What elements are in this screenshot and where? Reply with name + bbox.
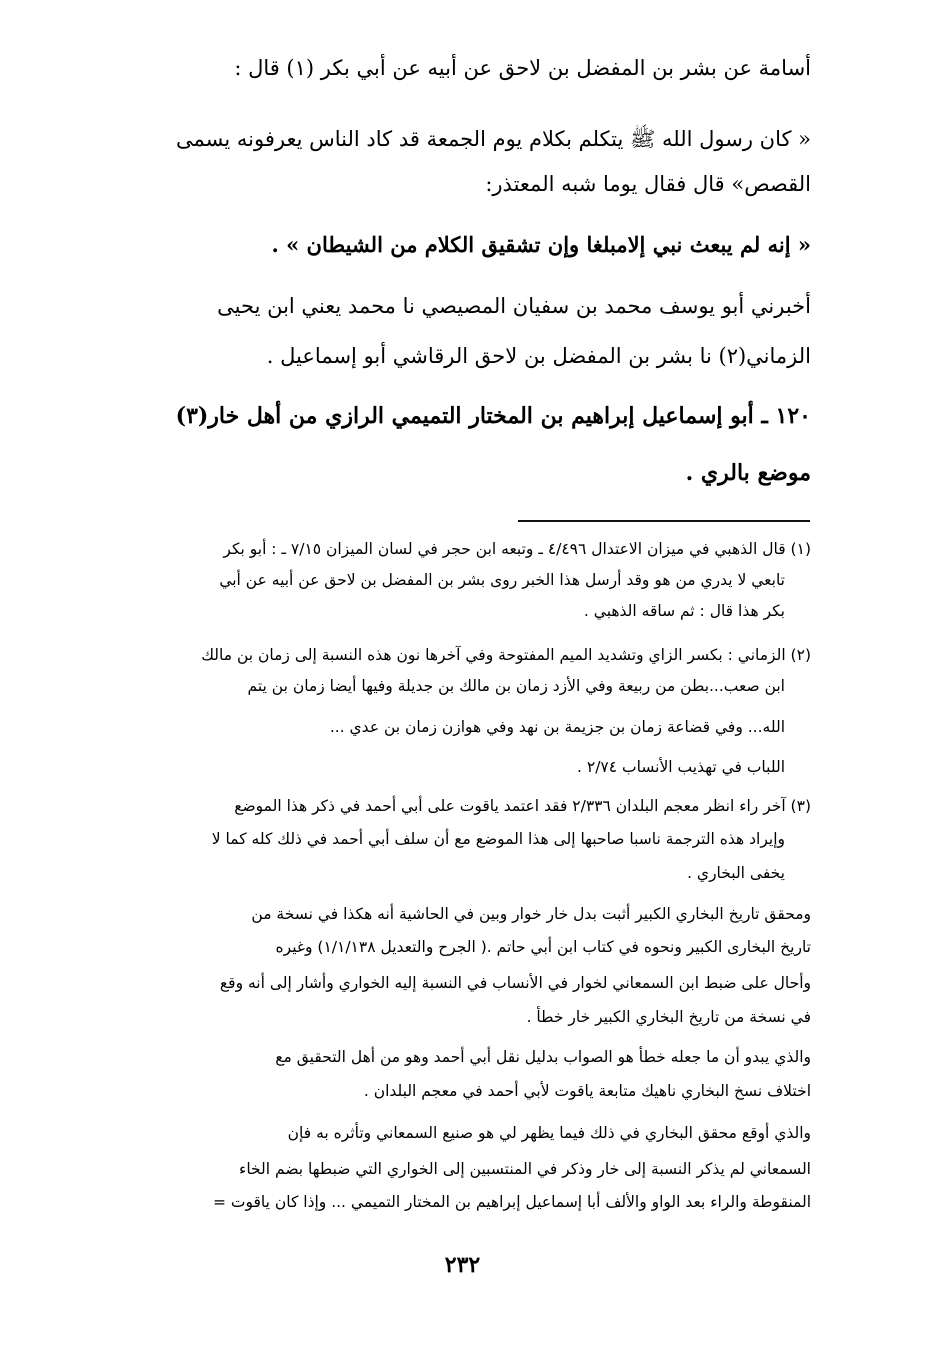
- footnote-line: وأحال على ضبط ابن السمعاني لخوار في الأنساب في النسبة إليه الخواري وأشار إلى أنه وقع: [219, 974, 811, 992]
- hadith-quote: « إنه لم يبعث نبي إلامبلغا وإن تشقيق الكلام من الشيطان » .: [271, 232, 811, 257]
- main-text-line: أسامة عن بشر بن المفضل بن لاحق عن أبيه عن أبي بكر (١) قال :: [234, 56, 811, 80]
- footnote-line: اللباب في تهذيب الأنساب ٢/٧٤ .: [577, 758, 785, 776]
- footnote-line: يخفى البخاري .: [687, 864, 785, 882]
- footnote-line: اختلاف نسخ البخاري ناهيك متابعة ياقوت لأبي أحمد في معجم البلدان .: [363, 1082, 811, 1100]
- entry-heading-cont: موضع بالري .: [685, 460, 811, 486]
- main-text-line: القصص» قال فقال يوما شبه المعتذر:: [485, 172, 811, 196]
- footnote-line: وإيراد هذه الترجمة ناسبا صاحبها إلى هذا الموضع مع أن سلف أبي أحمد في ذلك كله كما لا: [211, 830, 785, 848]
- footnote-line: الله... وفي قضاعة زمان بن جزيمة بن نهد وفي هوازن زمان بن عدي ...: [329, 718, 785, 736]
- footnote-line: والذي أوقع محقق البخاري في ذلك فيما يظهر لي هو صنيع السمعاني وتأثره به فإن: [287, 1124, 811, 1142]
- footnote-line: في نسخة من تاريخ البخاري الكبير خار خطأ .: [526, 1008, 811, 1026]
- footnote-line: والذي يبدو أن ما جعله خطأ هو الصواب بدليل نقل أبي أحمد وهو من أهل التحقيق مع: [275, 1048, 811, 1066]
- footnote-separator: [518, 520, 810, 522]
- footnote-line: تابعي لا يدري من هو وقد أرسل هذا الخبر روى بشر بن المفضل بن لاحق عن أبيه عن أبي: [219, 571, 785, 589]
- footnote-line: تاريخ البخارى الكبير ونحوه في كتاب ابن أبي حاتم .( الجرح والتعديل ١/١/١٣٨) وغيره: [275, 938, 811, 956]
- footnote-line: السمعاني لم يذكر النسبة إلى خار وذكر في المنتسبين إلى الخواري التي ضبطها بضم الخاء: [239, 1160, 811, 1178]
- footnote-line: ابن صعب...بطن من ربيعة وفي الأزد زمان بن مالك بن جديلة وفيها أيضا زمان بن يتم: [247, 677, 785, 695]
- footnote-3: (٣) آخر راء انظر معجم البلدان ٢/٣٣٦ فقد اعتمد ياقوت على أبي أحمد في ذكر هذا الموضع: [234, 797, 811, 815]
- main-text-line: أخبرني أبو يوسف محمد بن سفيان المصيصي نا محمد يعني ابن يحيى: [217, 294, 811, 318]
- footnote-1: (١) قال الذهبي في ميزان الاعتدال ٤/٤٩٦ ـ وتبعه ابن حجر في لسان الميزان ٧/١٥ ـ : أبو بكر: [223, 540, 811, 558]
- main-text-line: « كان رسول الله ﷺ يتكلم بكلام يوم الجمعة قد كاد الناس يعرفونه يسمى: [176, 127, 811, 151]
- page-number: ٢٣٢: [444, 1252, 481, 1278]
- footnote-line: المنقوطة والراء بعد الواو والألف أبا إسماعيل إبراهيم بن المختار التميمي ... وإذا كان ياقوت =: [212, 1193, 811, 1211]
- footnote-2: (٢) الزماني : بكسر الزاي وتشديد الميم المفتوحة وفي آخرها نون هذه النسبة إلى زمان بن مالك: [201, 646, 811, 664]
- footnote-line: بكر هذا قال : ثم ساقه الذهبي .: [583, 602, 785, 620]
- footnote-line: ومحقق تاريخ البخاري الكبير أثبت بدل خار خوار وبين في الحاشية أنه هكذا في نسخة من: [251, 905, 811, 923]
- main-text-line: الزماني(٢) نا بشر بن المفضل بن لاحق الرقاشي أبو إسماعيل .: [266, 344, 811, 368]
- entry-heading: ١٢٠ ـ أبو إسماعيل إبراهيم بن المختار التميمي الرازي من أهل خار(٣): [175, 403, 811, 429]
